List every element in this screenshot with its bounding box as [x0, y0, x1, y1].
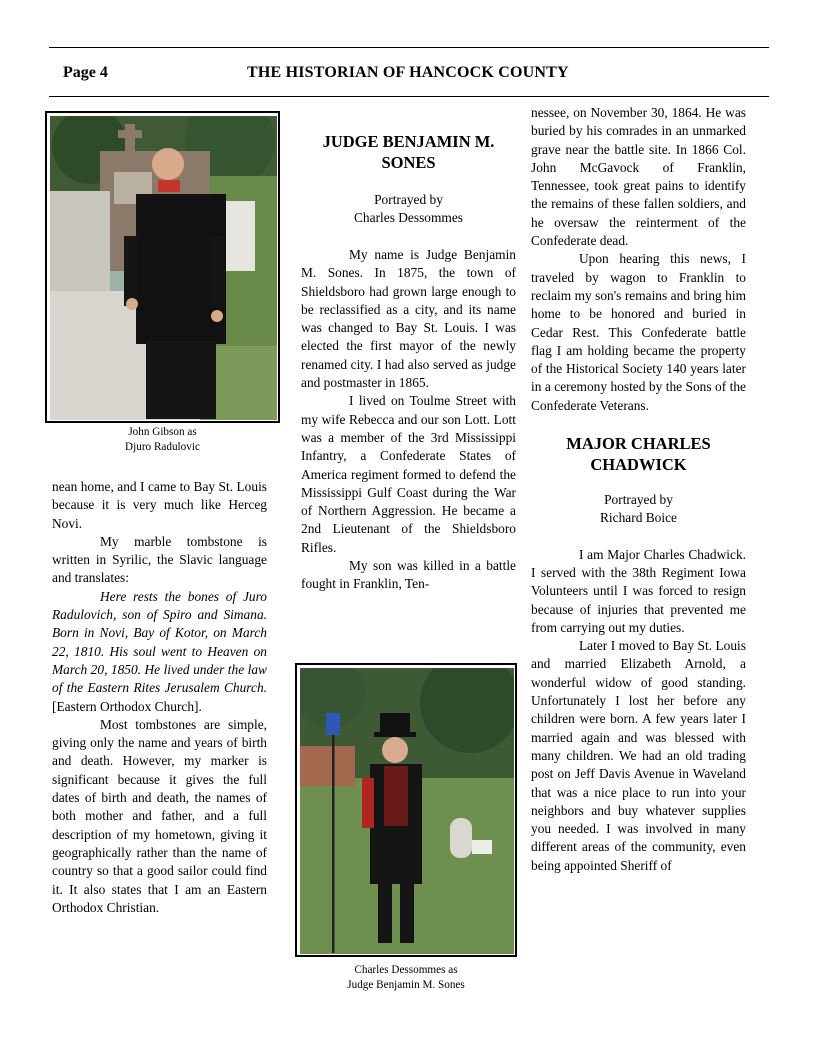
- header-rule-top: [49, 47, 769, 48]
- cemetery-photo-image: [50, 116, 277, 420]
- title-line: CHADWICK: [590, 455, 687, 475]
- tombstone-inscription: [52, 588, 267, 716]
- inscription-note: [Eastern Orthodox Church].: [52, 698, 202, 714]
- photo-john-gibson: [45, 111, 280, 423]
- paragraph: Upon hearing this news, I traveled by wagon to Franklin to reclaim my son's remains and bring him home to be honored and buried in Cedar Rest. This Confederate battle flag I am holding became the property of the Historical Society 140 years later in a ceremony hosted by the Sons of the Confederate Veterans.: [531, 251, 746, 413]
- title-line: SONES: [381, 153, 436, 172]
- column-2-text: [301, 246, 516, 594]
- inscription-italic: Here rests the bones of Juro Radulovich, son of Spiro and Simana. Born in Novi, Bay of Kotor, on March 22, 1810. His soul went to Heaven on March 20, 1850. He lived under the law of the Eastern Rites Jerusalem Church.: [52, 588, 267, 696]
- photo-caption-charles-dessommes: [295, 963, 517, 993]
- paragraph: My marble tombstone is written in Syrilic, the Slavic language and translates:: [52, 533, 267, 586]
- byline-line: Richard Boice: [600, 510, 677, 526]
- column-1-text: [52, 478, 267, 917]
- column-3-text: [531, 104, 746, 875]
- paragraph: nessee, on November 30, 1864. He was buried by his comrades in an unmarked grave near the battle site. In 1866 Col. John McGavock of Franklin, Tennessee, took great pains to identify the remains of these fallen soldiers, and he oversaw the reinterment of the Confederate dead.: [531, 105, 746, 249]
- caption-line: John Gibson as: [128, 426, 197, 438]
- article-title-major-chadwick: [531, 433, 746, 475]
- paragraph: I am Major Charles Chadwick. I served with the 38th Regiment Iowa Volunteers until I was forced to resign because of injuries that prevented me from carrying out my duties.: [531, 546, 746, 635]
- caption-line: Djuro Radulovic: [125, 441, 200, 453]
- paragraph: Later I moved to Bay St. Louis and married Elizabeth Arnold, a wonderful widow of good standing. Unfortunately I lost her before any children were born. A few years later I married again and was blessed with many children. We had an old trading post on Jeff Davis Avenue in Waveland that was a nice place to run into your neighbors and buy whatever supplies you needed. I was involved in many different areas of the community, even being appointed Sheriff of: [531, 638, 746, 873]
- title-line: JUDGE BENJAMIN M.: [322, 132, 495, 151]
- paragraph: I lived on Toulme Street with my wife Rebecca and our son Lott. Lott was a member of the 3rd Mississippi Infantry, a Confederate States of America regiment formed to defend the Mississippi Gulf Coast during the War of Northern Aggression. He became a 2nd Lieutenant of the Shieldsboro Rifles.: [301, 393, 516, 555]
- byline-line: Portrayed by: [604, 492, 673, 508]
- header-rule-bottom: [49, 96, 769, 97]
- paragraph: nean home, and I came to Bay St. Louis because it is very much like Herceg Novi.: [52, 479, 267, 531]
- photo-charles-dessommes: [295, 663, 517, 957]
- article-byline-judge-sones: [301, 191, 516, 228]
- byline-line: Portrayed by: [374, 192, 443, 207]
- photo-caption-john-gibson: [45, 425, 280, 455]
- paragraph: My name is Judge Benjamin M. Sones. In 1875, the town of Shieldsboro had grown large enough to be reclassified as a city, and its name was changed to Bay St. Louis. I was elected the first mayor of the newly renamed city. I had also served as judge and postmaster in 1865.: [301, 247, 516, 391]
- caption-line: Charles Dessommes as: [354, 964, 458, 976]
- paragraph: My son was killed in a battle fought in Franklin, Ten-: [301, 558, 516, 592]
- byline-line: Charles Dessommes: [354, 210, 463, 226]
- newsletter-title: THE HISTORIAN OF HANCOCK COUNTY: [247, 64, 569, 81]
- title-line: MAJOR CHARLES: [566, 434, 711, 454]
- article-byline-major-chadwick: [531, 491, 746, 528]
- page-number: Page 4: [63, 64, 108, 81]
- article-title-judge-sones: [301, 131, 516, 173]
- caption-line: Judge Benjamin M. Sones: [347, 979, 465, 991]
- paragraph: Most tombstones are simple, giving only the name and years of birth and death. However, my marker is significant because it gives the full dates of birth and death, the names of both mother and father, and a full description of my hometown, giving it geographically rather than the name of country so that a good sailor could find it. It also states that I am an Eastern Orthodox Christian.: [52, 716, 267, 915]
- cemetery-photo-image: [300, 668, 514, 954]
